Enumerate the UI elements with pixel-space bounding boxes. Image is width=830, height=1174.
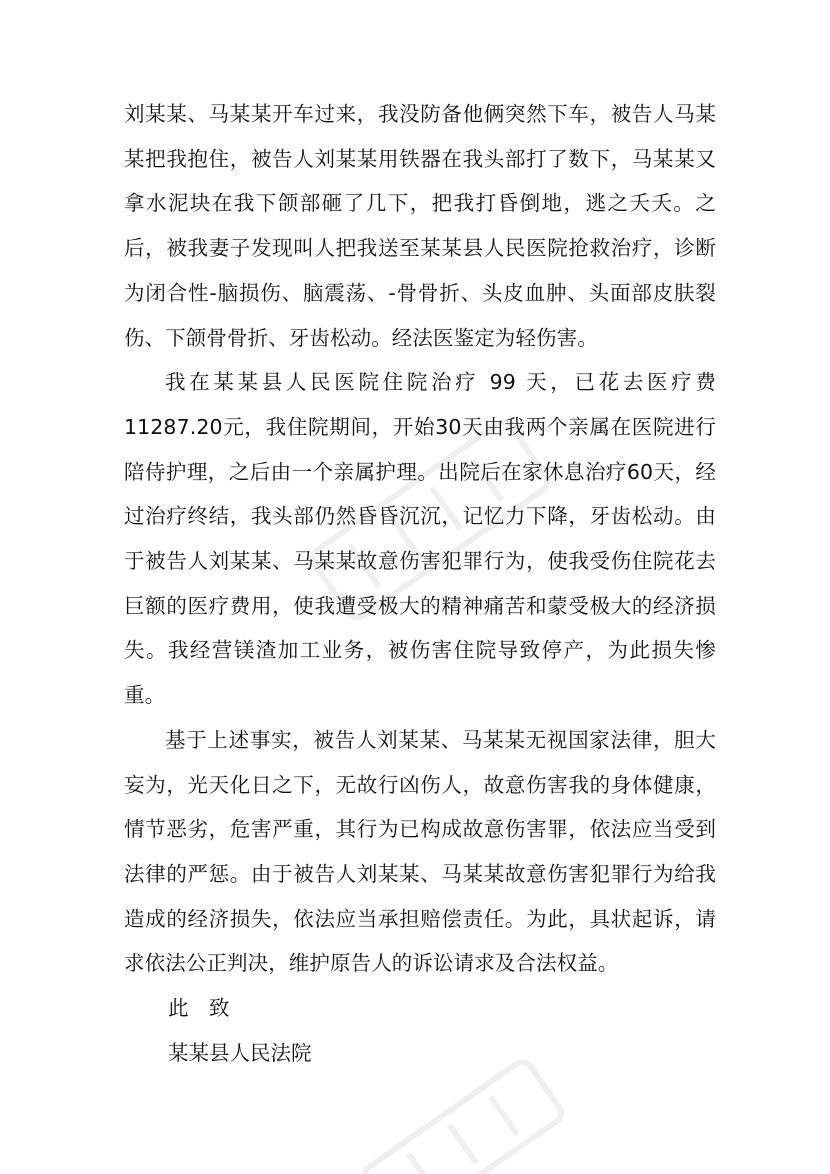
watermark-logo-bottom xyxy=(330,1060,590,1174)
salutation: 此 致 xyxy=(168,996,230,1021)
document-body xyxy=(124,92,716,1075)
paragraph-incident: 刘某某、马某某开车过来，我没防备他俩突然下车，被告人马某某把我抱住，被告人刘某某用铁器在我头部打了数下，马某某又拿水泥块在我下颌部砸了几下，把我打昏倒地，逃之夭夭。之后，被我妻子发现叫人把我送至某某县人民医院抢救治疗，诊断为闭合性-脑损伤、脑震荡、-骨骨折、头皮血肿、头面部皮肤裂伤、下颌骨骨折、牙齿松动。经法医鉴定为轻伤害。 xyxy=(124,102,716,350)
paragraph-treatment-losses: 我在某某县人民医院住院治疗 99 天，已花去医疗费11287.20元，我住院期间，开始30天由我两个亲属在医院进行陪侍护理，之后由一个亲属护理。出院后在家休息治疗60天，经过治疗终结，我头部仍然昏昏沉沉，记忆力下降，牙齿松动。由于被告人刘某某、马某某故意伤害犯罪行为，使我受伤住院花去巨额的医疗费用，使我遭受极大的精神痛苦和蒙受极大的经济损失。我经营镁渣加工业务，被伤害住院导致停产，为此损失惨重。 xyxy=(124,370,716,708)
paragraph-claim: 基于上述事实，被告人刘某某、马某某无视国家法律，胆大妄为，光天化日之下，无故行凶伤人，故意伤害我的身体健康，情节恶劣，危害严重，其行为已构成故意伤害罪，依法应当受到法律的严惩。由于被告人刘某某、马某某故意伤害犯罪行为给我造成的经济损失，依法应当承担赔偿责任。为此，具状起诉，请求依法公正判决，维护原告人的诉讼请求及合法权益。 xyxy=(124,727,716,976)
recipient-court: 某某县人民法院 xyxy=(168,1040,312,1065)
